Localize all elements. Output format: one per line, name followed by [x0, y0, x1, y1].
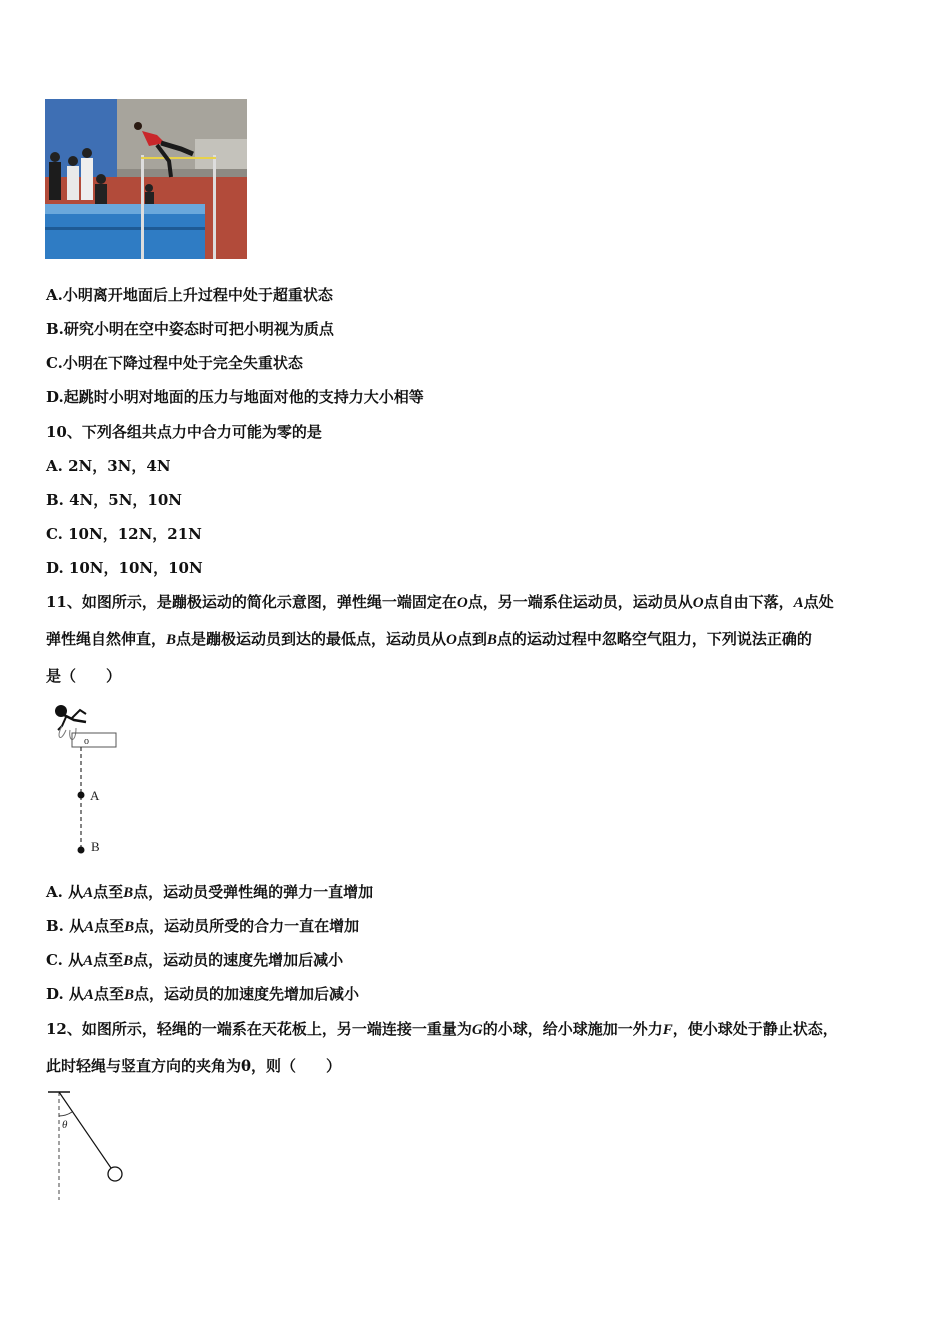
q10-option-b: B. 4N，5N，10N [46, 491, 183, 509]
q11-option-a: A. 从A点至B点，运动员受弹性绳的弹力一直增加 [46, 883, 374, 901]
q12-stem-line-2: 此时轻绳与竖直方向的夹角为θ，则（ ） [46, 1057, 342, 1075]
q9-option-b: B.研究小明在空中姿态时可把小明视为质点 [46, 320, 334, 338]
label-b: B [91, 839, 100, 854]
q9-option-c: C.小明在下降过程中处于完全失重状态 [46, 354, 303, 372]
point-a [78, 792, 85, 799]
q9-option-a: A.小明离开地面后上升过程中处于超重状态 [46, 286, 333, 304]
label-o: o [84, 736, 89, 747]
q11-stem-line-1: 11、如图所示，是蹦极运动的简化示意图，弹性绳一端固定在O点，另一端系住运动员，运动员从O点自由下落，A点处 [46, 593, 834, 611]
point-b [78, 847, 85, 854]
q12-stem-line-1: 12、如图所示，轻绳的一端系在天花板上，另一端连接一重量为G的小球，给小球施加一外力F，使小球处于静止状态， [46, 1020, 838, 1038]
q11-stem-line-3: 是（ ） [46, 667, 122, 685]
bungee-diagram [50, 700, 130, 862]
q9-option-d: D.起跳时小明对地面的压力与地面对他的支持力大小相等 [46, 388, 424, 406]
q10-option-d: D. 10N，10N，10N [46, 559, 203, 577]
q10-option-c: C. 10N，12N，21N [46, 525, 202, 543]
q11-option-c: C. 从A点至B点，运动员的速度先增加后减小 [46, 951, 344, 969]
label-theta: θ [62, 1119, 68, 1131]
q11-option-b: B. 从A点至B点，运动员所受的合力一直在增加 [46, 917, 360, 935]
ball [108, 1167, 122, 1181]
q11-option-d: D. 从A点至B点，运动员的加速度先增加后减小 [46, 985, 359, 1003]
pendulum-diagram [44, 1086, 134, 1204]
q10-option-a: A. 2N，3N，4N [46, 457, 171, 475]
high-jump-photo [45, 99, 247, 259]
label-a: A [90, 788, 100, 803]
q11-stem-line-2: 弹性绳自然伸直，B点是蹦极运动员到达的最低点，运动员从O点到B点的运动过程中忽略空气阻力，下列说法正确的 [46, 630, 812, 648]
q10-stem: 10、下列各组共点力中合力可能为零的是 [46, 423, 322, 441]
